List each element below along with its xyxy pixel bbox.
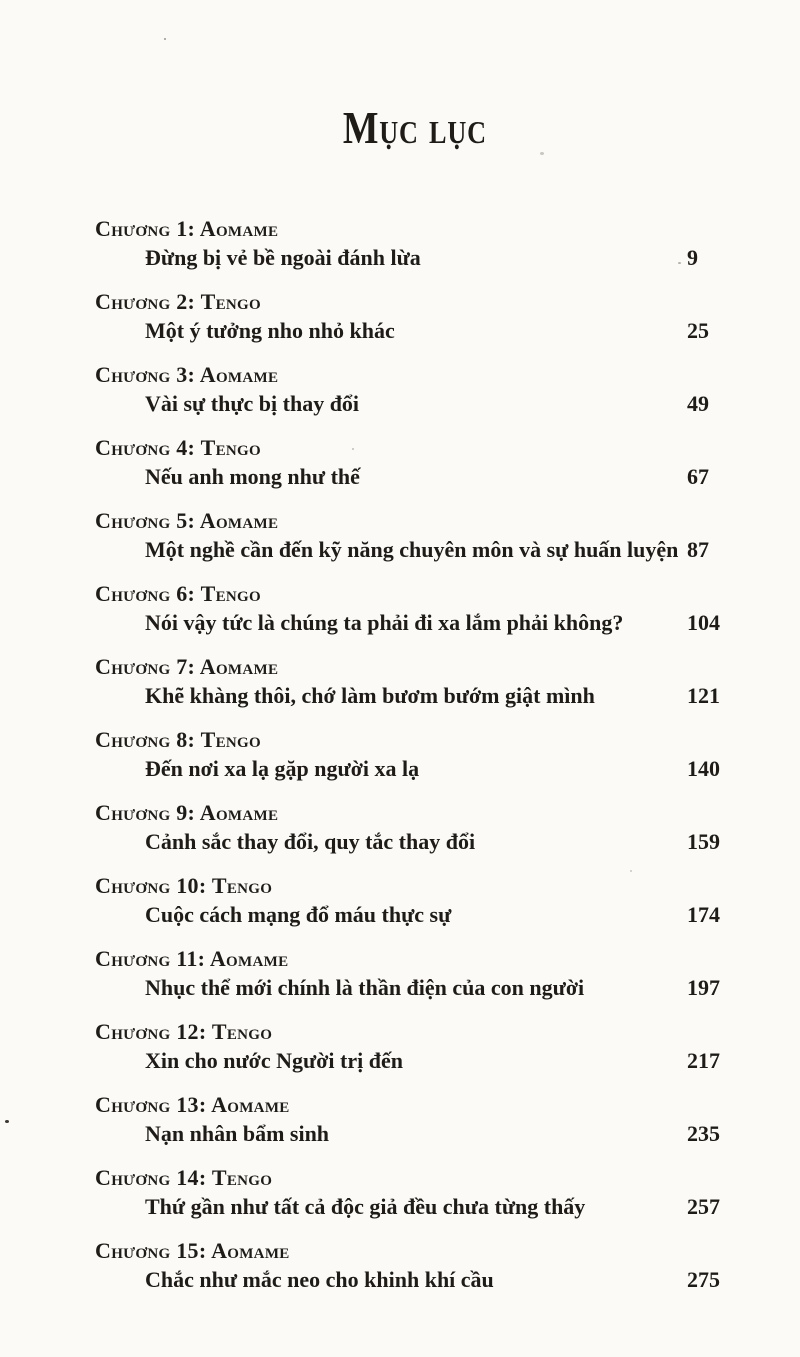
chapter-heading: Chương 13: Aomame (95, 1092, 290, 1117)
chapter-title: Một nghề cần đến kỹ năng chuyên môn và sự huấn luyện (145, 537, 679, 562)
chapter-heading: Chương 7: Aomame (95, 654, 279, 679)
chapter-title-row (95, 1046, 735, 1079)
chapter-title: Cuộc cách mạng đổ máu thực sự (145, 902, 452, 927)
chapter-title: Thứ gần như tất cả độc giả đều chưa từng thấy (145, 1194, 586, 1219)
toc-entry (95, 580, 735, 641)
page-number: 159 (687, 829, 720, 854)
chapter-title: Khẽ khàng thôi, chớ làm bươm bướm giật mình (145, 683, 595, 708)
scan-noise-speck (352, 448, 354, 450)
chapter-heading: Chương 6: Tengo (95, 581, 261, 606)
chapter-title-row (95, 754, 735, 787)
page-number: 49 (687, 391, 709, 416)
chapter-title-row (95, 462, 735, 495)
chapter-title-row (95, 1192, 735, 1225)
scan-noise-speck (678, 262, 681, 264)
toc-entry (95, 726, 735, 787)
scan-noise-speck (5, 1120, 9, 1123)
chapter-title-row (95, 973, 735, 1006)
chapter-heading: Chương 11: Aomame (95, 946, 289, 971)
chapter-heading: Chương 9: Aomame (95, 800, 279, 825)
chapter-title: Xin cho nước Người trị đến (145, 1048, 403, 1073)
toc-entry (95, 872, 735, 933)
toc-entry (95, 288, 735, 349)
chapter-heading: Chương 12: Tengo (95, 1019, 273, 1044)
table-of-contents (95, 215, 735, 1298)
chapter-title: Cảnh sắc thay đổi, quy tắc thay đổi (145, 829, 476, 854)
toc-entry (95, 215, 735, 276)
toc-entry (95, 434, 735, 495)
chapter-title: Đừng bị vẻ bề ngoài đánh lừa (145, 245, 421, 270)
chapter-heading: Chương 5: Aomame (95, 508, 279, 533)
page-title (95, 102, 735, 153)
chapter-title-row (95, 900, 735, 933)
chapter-title: Nhục thể mới chính là thần điện của con người (145, 975, 585, 1000)
chapter-heading: Chương 14: Tengo (95, 1165, 273, 1190)
page-number: 275 (687, 1267, 720, 1292)
toc-entry (95, 1091, 735, 1152)
toc-entry (95, 1018, 735, 1079)
chapter-heading: Chương 10: Tengo (95, 873, 273, 898)
chapter-title-row (95, 316, 735, 349)
page-number: 197 (687, 975, 720, 1000)
chapter-heading: Chương 1: Aomame (95, 216, 279, 241)
page-number: 235 (687, 1121, 720, 1146)
page-number: 9 (687, 245, 698, 270)
chapter-title: Chắc như mắc neo cho khinh khí cầu (145, 1267, 494, 1292)
page-number: 25 (687, 318, 709, 343)
page-number: 104 (687, 610, 720, 635)
toc-entry (95, 653, 735, 714)
chapter-title: Một ý tưởng nho nhỏ khác (145, 318, 395, 343)
scan-noise-speck (164, 38, 166, 40)
page-number: 67 (687, 464, 709, 489)
scan-noise-speck (630, 870, 632, 872)
chapter-heading: Chương 2: Tengo (95, 289, 261, 314)
chapter-title-row (95, 608, 735, 641)
chapter-title: Nói vậy tức là chúng ta phải đi xa lắm phải không? (145, 610, 624, 635)
page-number: 140 (687, 756, 720, 781)
chapter-heading: Chương 8: Tengo (95, 727, 261, 752)
page-number: 87 (687, 537, 709, 562)
page-number: 174 (687, 902, 720, 927)
chapter-title-row (95, 1119, 735, 1152)
chapter-title-row (95, 681, 735, 714)
chapter-title-row (95, 389, 735, 422)
toc-entry (95, 799, 735, 860)
toc-entry (95, 1164, 735, 1225)
page-number: 257 (687, 1194, 720, 1219)
chapter-title: Đến nơi xa lạ gặp người xa lạ (145, 756, 420, 781)
scan-noise-speck (540, 152, 544, 155)
chapter-heading: Chương 15: Aomame (95, 1238, 290, 1263)
chapter-title: Vài sự thực bị thay đổi (145, 391, 360, 416)
toc-entry (95, 361, 735, 422)
toc-entry (95, 507, 735, 568)
chapter-title-row (95, 827, 735, 860)
page-number: 217 (687, 1048, 720, 1073)
chapter-heading: Chương 4: Tengo (95, 435, 261, 460)
chapter-heading: Chương 3: Aomame (95, 362, 279, 387)
chapter-title-row (95, 535, 735, 568)
chapter-title: Nếu anh mong như thế (145, 464, 360, 489)
toc-entry (95, 1237, 735, 1298)
page-number: 121 (687, 683, 720, 708)
page-title-text: Mục lục (342, 102, 488, 153)
chapter-title-row (95, 1265, 735, 1298)
chapter-title: Nạn nhân bẩm sinh (145, 1121, 330, 1146)
chapter-title-row (95, 243, 735, 276)
toc-entry (95, 945, 735, 1006)
